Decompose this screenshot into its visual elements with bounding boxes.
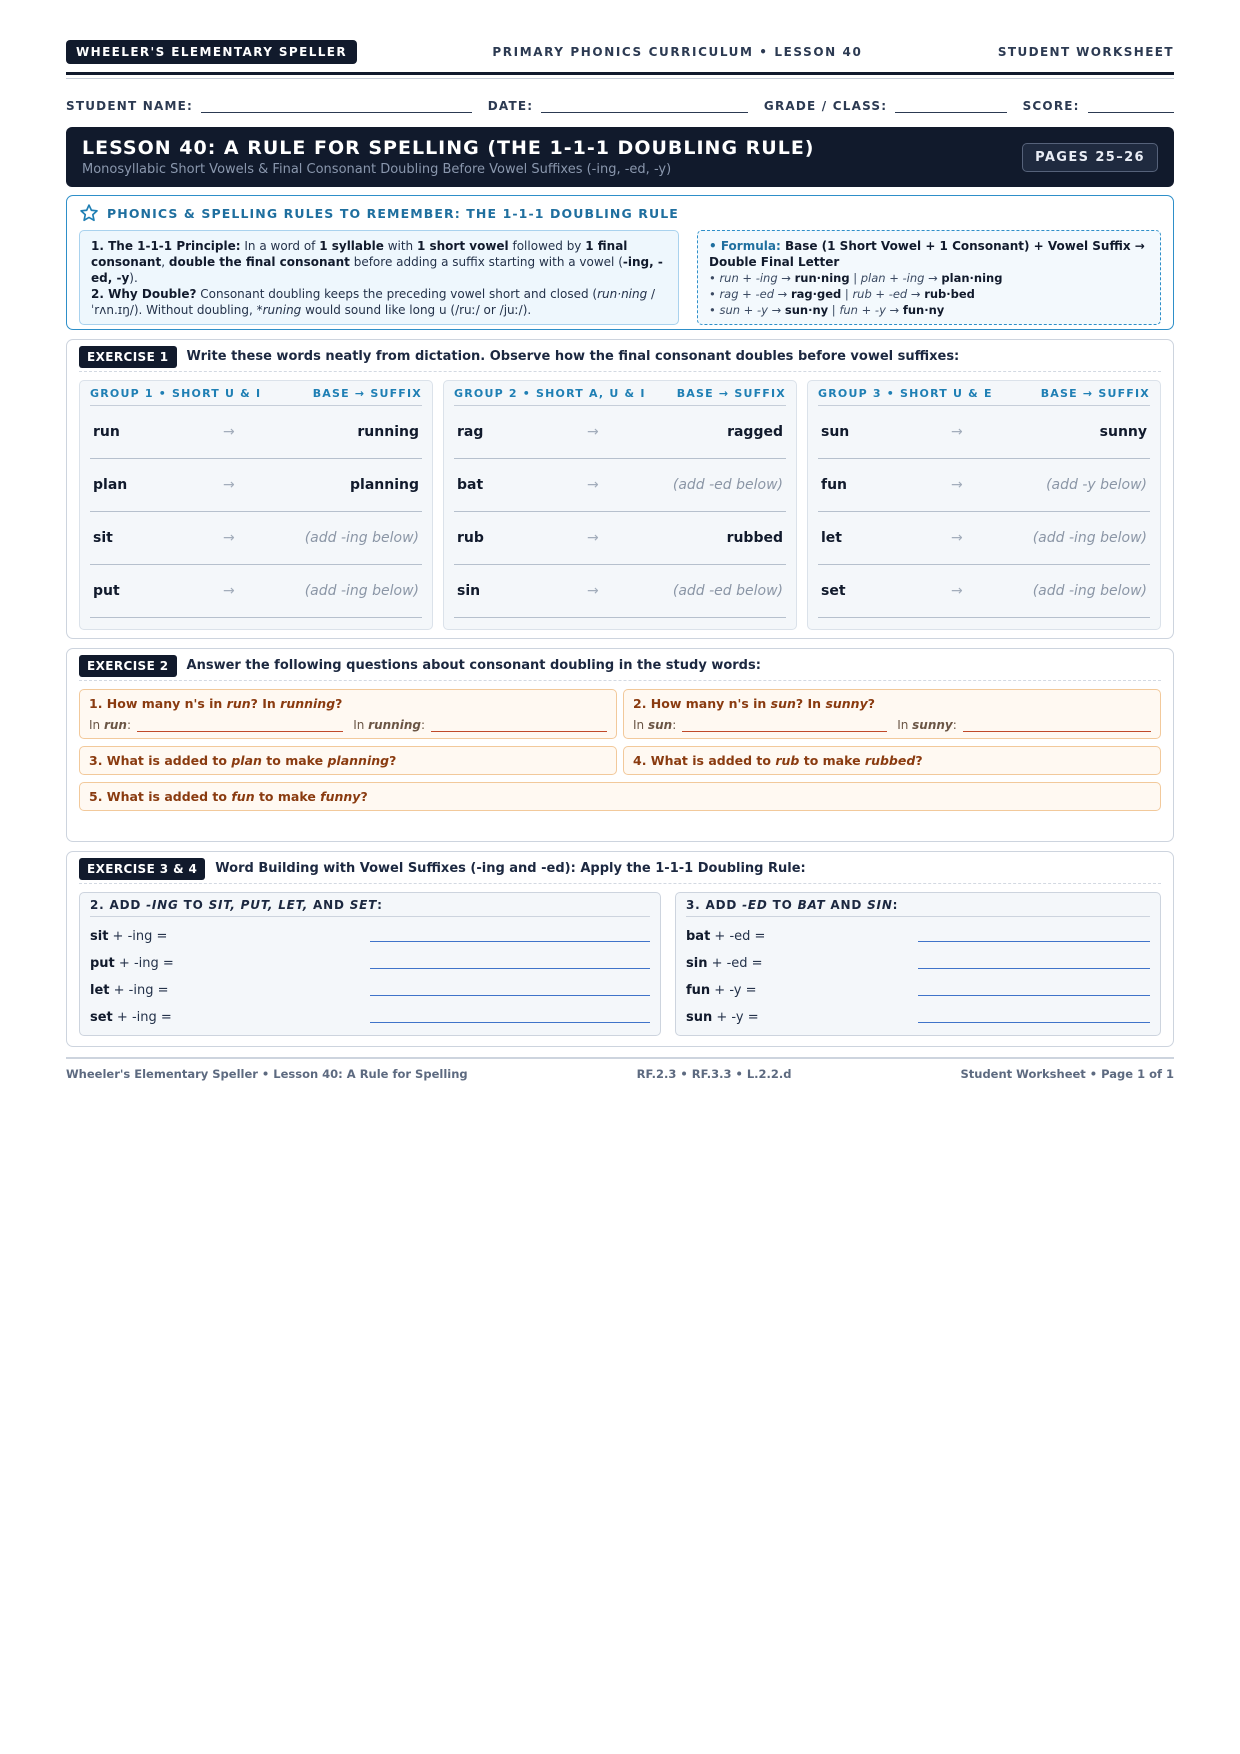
formula-example-2: • rag + -ed → rag·ged | rub + -ed → rub·bed: [709, 287, 975, 301]
answer-line[interactable]: [918, 932, 1150, 942]
rules-heading: [79, 203, 1161, 223]
question-5[interactable]: 5. What is added to fun to make funny?: [79, 782, 1161, 811]
score-label: SCORE:: [1022, 99, 1080, 113]
grade-label: GRADE / CLASS:: [763, 99, 888, 113]
exercise-1-header: [79, 348, 1161, 372]
build-row[interactable]: put + -ing =: [90, 944, 650, 971]
grade-field[interactable]: [764, 99, 1007, 113]
top-header: [66, 40, 1174, 64]
build-ed-box: [675, 892, 1161, 1036]
rule-principles: [79, 230, 679, 325]
page-footer: [66, 1067, 1174, 1081]
answer-line[interactable]: [918, 1013, 1150, 1023]
pages-badge: PAGES 25–26: [1022, 143, 1158, 172]
answer-line[interactable]: [918, 959, 1150, 969]
date-label: DATE:: [487, 99, 534, 113]
footer-left: Wheeler's Elementary Speller • Lesson 40: A Rule for Spelling: [66, 1066, 468, 1081]
footer-rule: [66, 1057, 1174, 1059]
word-row[interactable]: sin → (add -ed below): [454, 565, 786, 618]
build-row[interactable]: sit + -ing =: [90, 917, 650, 944]
word-row[interactable]: let → (add -ing below): [818, 512, 1150, 565]
group-header: GROUP 2 • SHORT A, U & I BASE → SUFFIX: [454, 387, 786, 406]
exercise-1-tag: EXERCISE 1: [79, 346, 177, 368]
word-row[interactable]: rag → ragged: [454, 406, 786, 459]
exercise-2-header: [79, 657, 1161, 681]
formula-line: • Formula: Base (1 Short Vowel + 1 Consonant) + Vowel Suffix → Double Final Letter: [709, 239, 1145, 269]
student-name-line[interactable]: [201, 99, 472, 113]
answer-field[interactable]: In sunny:: [897, 718, 1151, 732]
grade-line[interactable]: [895, 99, 1006, 113]
word-row[interactable]: plan → planning: [90, 459, 422, 512]
exercise-1-panel: [66, 339, 1174, 639]
word-group-1: [79, 380, 433, 630]
answer-line[interactable]: [918, 986, 1150, 996]
question-grid: [79, 689, 1161, 818]
formula-example-1: • run + -ing → run·ning | plan + -ing → plan·ning: [709, 271, 1003, 285]
rule-formula: [697, 230, 1161, 325]
word-row[interactable]: sit → (add -ing below): [90, 512, 422, 565]
word-row[interactable]: put → (add -ing below): [90, 565, 422, 618]
date-field[interactable]: [488, 99, 748, 113]
build-row[interactable]: set + -ing =: [90, 998, 650, 1025]
lesson-title: LESSON 40: A RULE FOR SPELLING (THE 1-1-1 DOUBLING RULE): [82, 137, 815, 159]
build-row[interactable]: fun + -y =: [686, 971, 1150, 998]
build-ing-box: [79, 892, 661, 1036]
student-fields: [66, 93, 1174, 113]
answer-line[interactable]: [370, 986, 650, 996]
lesson-banner: [66, 127, 1174, 187]
question-2: 2. How many n's in sun? In sunny? In sun: In sunny:: [623, 689, 1161, 739]
answer-line[interactable]: [370, 932, 650, 942]
build-row[interactable]: let + -ing =: [90, 971, 650, 998]
score-line[interactable]: [1088, 99, 1174, 113]
question-1: 1. How many n's in run? In running? In run: In running:: [79, 689, 617, 739]
group-header: GROUP 1 • SHORT U & I BASE → SUFFIX: [90, 387, 422, 406]
build-ed-heading: 3. ADD -ED TO BAT AND SIN:: [686, 898, 1150, 917]
sheet-type-label: STUDENT WORKSHEET: [997, 45, 1174, 59]
exercise-3-4-panel: [66, 851, 1174, 1047]
word-group-3: [807, 380, 1161, 630]
word-row[interactable]: fun → (add -y below): [818, 459, 1150, 512]
lesson-subtitle: Monosyllabic Short Vowels & Final Consonant Doubling Before Vowel Suffixes (-ing, -ed, -y): [82, 162, 672, 177]
score-field[interactable]: [1023, 99, 1174, 113]
word-row[interactable]: sun → sunny: [818, 406, 1150, 459]
build-row[interactable]: sun + -y =: [686, 998, 1150, 1025]
answer-field[interactable]: In run:: [89, 718, 343, 732]
exercise-2-instruction: Answer the following questions about consonant doubling in the study words:: [186, 658, 761, 673]
student-name-field[interactable]: [66, 99, 472, 113]
answer-line[interactable]: [370, 959, 650, 969]
footer-page-info: Student Worksheet • Page 1 of 1: [960, 1066, 1174, 1081]
exercise-3-4-instruction: Word Building with Vowel Suffixes (-ing and -ed): Apply the 1-1-1 Doubling Rule:: [215, 861, 806, 876]
word-row[interactable]: set → (add -ing below): [818, 565, 1150, 618]
word-row[interactable]: bat → (add -ed below): [454, 459, 786, 512]
rules-box: [66, 195, 1174, 330]
exercise-3-4-tag: EXERCISE 3 & 4: [79, 858, 205, 880]
build-row[interactable]: sin + -ed =: [686, 944, 1150, 971]
build-row[interactable]: bat + -ed =: [686, 917, 1150, 944]
exercise-1-instruction: Write these words neatly from dictation. Observe how the final consonant doubles before vowel suffixes:: [186, 349, 960, 364]
word-group-2: [443, 380, 797, 630]
question-3[interactable]: 3. What is added to plan to make planning?: [79, 746, 617, 775]
header-rule: [66, 72, 1174, 75]
footer-standards: RF.2.3 • RF.3.3 • L.2.2.d: [636, 1066, 792, 1081]
rules-heading-text: PHONICS & SPELLING RULES TO REMEMBER: THE 1-1-1 DOUBLING RULE: [107, 205, 679, 221]
header-rule-thin: [66, 78, 1174, 79]
curriculum-label: PRIMARY PHONICS CURRICULUM • LESSON 40: [492, 45, 863, 59]
exercise-2-tag: EXERCISE 2: [79, 655, 177, 677]
student-name-label: STUDENT NAME:: [66, 99, 194, 113]
word-row[interactable]: rub → rubbed: [454, 512, 786, 565]
rule-principle-1: 1. The 1-1-1 Principle: In a word of 1 syllable with 1 short vowel followed by 1 final consonant, double the final consonant before adding a suffix starting with a vowel (-ing, -ed, -y).: [91, 239, 663, 285]
answer-field[interactable]: In running:: [353, 718, 607, 732]
exercise-2-panel: [66, 648, 1174, 842]
build-ing-heading: 2. ADD -ING TO SIT, PUT, LET, AND SET:: [90, 898, 650, 917]
star-outline-icon: [79, 203, 99, 223]
answer-line[interactable]: [370, 1013, 650, 1023]
question-4[interactable]: 4. What is added to rub to make rubbed?: [623, 746, 1161, 775]
word-groups: [79, 380, 1161, 630]
group-header: GROUP 3 • SHORT U & E BASE → SUFFIX: [818, 387, 1150, 406]
date-line[interactable]: [541, 99, 748, 113]
answer-field[interactable]: In sun:: [633, 718, 887, 732]
rule-principle-2: 2. Why Double? Consonant doubling keeps the preceding vowel short and closed (run·ning / ˈrʌn.ɪŋ/). Without doubling, *runing would sound like long u (/ruː/ or /juː/).: [91, 287, 656, 317]
exercise-3-4-header: [79, 860, 1161, 884]
formula-example-3: • sun + -y → sun·ny | fun + -y → fun·ny: [709, 303, 945, 317]
word-row[interactable]: run → running: [90, 406, 422, 459]
brand-badge: WHEELER'S ELEMENTARY SPELLER: [66, 40, 357, 64]
